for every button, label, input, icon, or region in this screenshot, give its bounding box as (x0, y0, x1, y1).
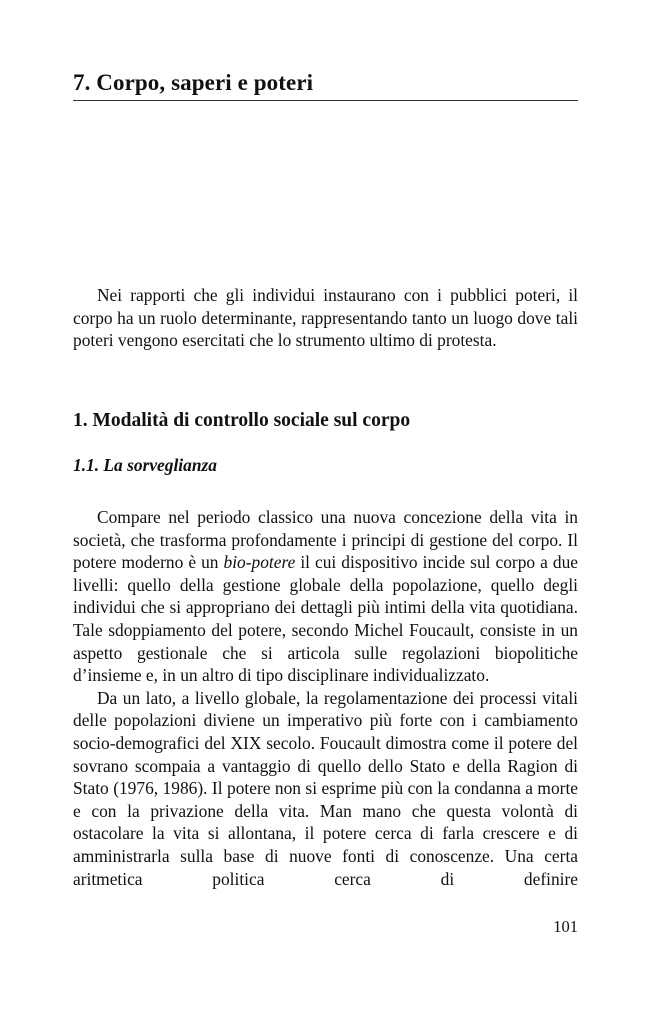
body-paragraph-1-text-b: il cui dispositivo incide sul corpo a due livelli: quello della gestione globale della popolazione, quello degli individui che si appropriano dei dettagli più intimi della vita quotidiana. Tale sdoppiamento del potere, secondo Michel Foucault, consiste in un aspetto gestionale che si articola sulle regolazioni biopolitiche d’insieme e, in un altro di tipo disciplinare individualizzato. (73, 552, 578, 686)
body-paragraph-1 (73, 506, 578, 687)
body-paragraph-2: Da un lato, a livello globale, la regolamentazione dei processi vitali delle popolazioni diviene un imperativo più forte con i cambiamento socio-demografici del XIX secolo. Foucault dimostra come il potere del sovrano scompaia a vantaggio di quello dello Stato e della Ragion di Stato (1976, 1986). Il potere non si esprime più con la condanna a morte e con la privazione della vita. Man mano che questa volontà di ostacolare la vita si allontana, il potere cerca di farla crescere e di amministrarla sulla base di nuove fonti di conoscenze. Una certa aritmetica politica cerca di definire (73, 687, 578, 889)
subsection-title: 1.1. La sorveglianza (73, 455, 217, 475)
chapter-title-rule (73, 100, 578, 101)
emphasis-bio-potere: bio-potere (223, 552, 296, 573)
body-text (73, 506, 578, 890)
intro-paragraph: Nei rapporti che gli individui instaurano con i pubblici poteri, il corpo ha un ruolo determinante, rappresentando tanto un luogo dove tali poteri vengono esercitati che lo strumento ultimo di protesta. (73, 285, 578, 351)
section-title: 1. Modalità di controllo sociale sul corpo (73, 410, 411, 431)
page-number: 101 (553, 917, 578, 936)
body-paragraph-1-text-a: Compare nel periodo classico una nuova concezione della vita in società, che trasforma profondamente i principi di gestione del corpo. Il potere moderno è un (73, 507, 578, 573)
book-page (73, 0, 578, 1036)
chapter-title: 7. Corpo, saperi e poteri (73, 70, 314, 95)
